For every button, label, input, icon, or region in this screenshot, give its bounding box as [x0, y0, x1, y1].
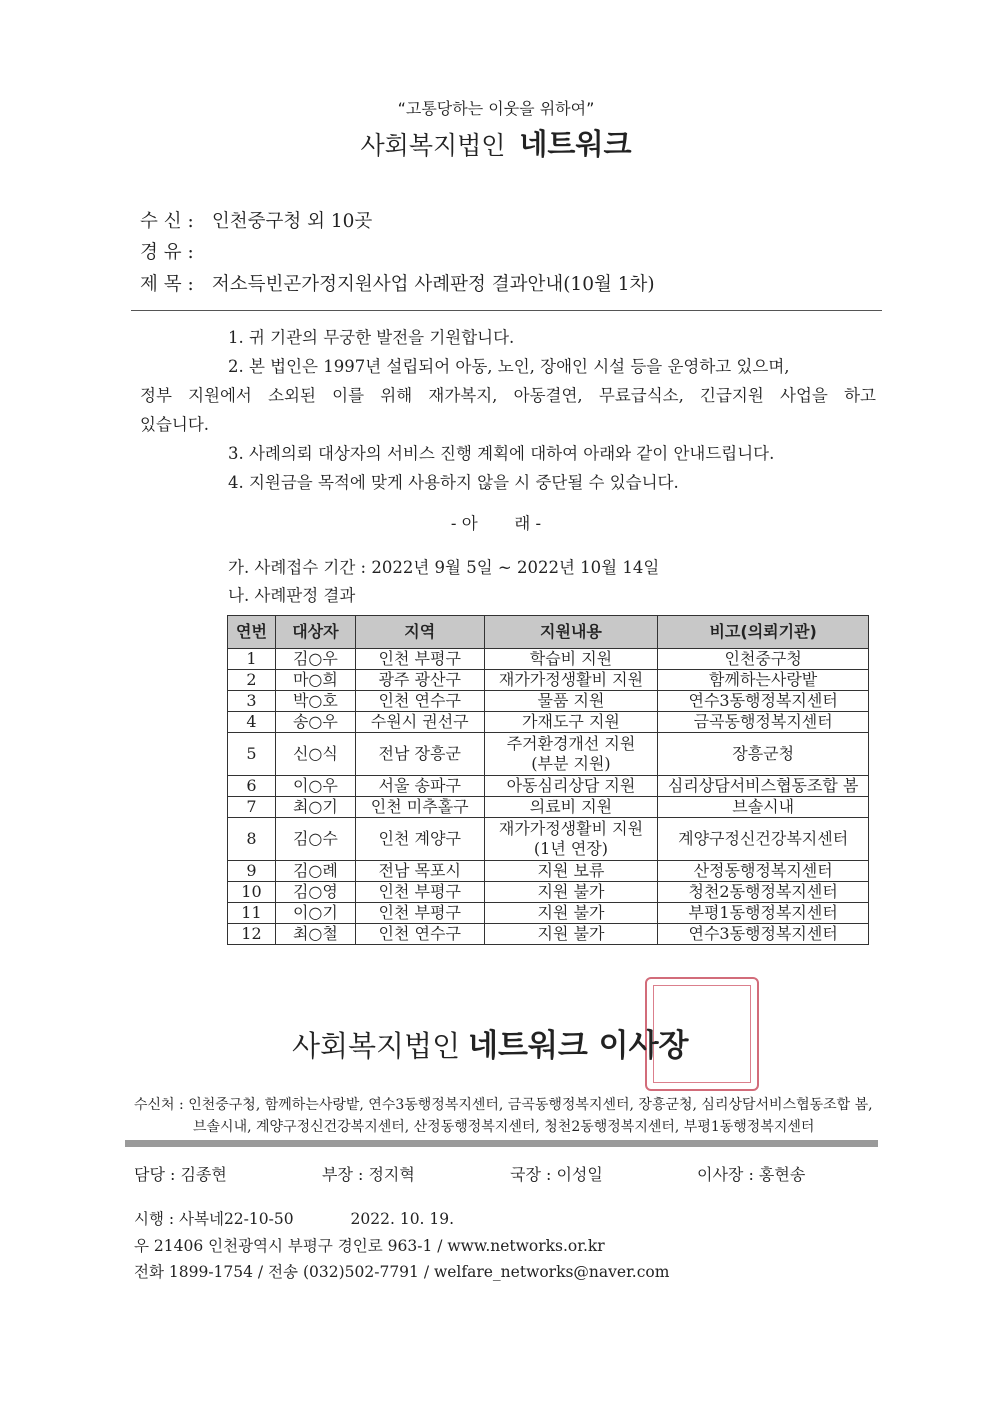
row-person: 이○우 [275, 776, 355, 797]
footer-doc-line [134, 1206, 454, 1233]
footer-doc-number: 시행 : 사복네22-10-50 [134, 1210, 294, 1228]
staff-director: 부장 : 정지혁 [322, 1165, 415, 1184]
row-support: 가재도구 지원 [484, 712, 658, 733]
row-note: 심리상담서비스협동조합 봄 [658, 776, 869, 797]
row-support: 지원 불가 [484, 903, 658, 924]
recipients-label: 수신처 : [134, 1097, 184, 1113]
result-title: 나. 사례판정 결과 [228, 586, 356, 605]
row-support: 아동심리상담 지원 [484, 776, 658, 797]
row-number: 6 [228, 776, 276, 797]
staff-manager: 담당 : 김종현 [134, 1165, 227, 1184]
org-name: 네트워크 [519, 127, 632, 161]
row-number: 9 [228, 861, 276, 882]
row-region: 인천 연수구 [355, 691, 484, 712]
row-note: 장흥군청 [658, 733, 869, 776]
org-prefix: 사회복지법인 [360, 131, 506, 160]
row-region: 수원시 권선구 [355, 712, 484, 733]
recipients-list-2: 브솔시내, 계양구정신건강복지센터, 산정동행정복지센터, 청천2동행정복지센터, 부평1동행정복지센터 [193, 1119, 815, 1135]
row-number: 3 [228, 691, 276, 712]
to-value: 인천중구청 외 10곳 [211, 211, 373, 232]
row-number: 11 [228, 903, 276, 924]
col-header-support: 지원내용 [484, 616, 658, 649]
col-header-no: 연번 [228, 616, 276, 649]
motto: “고통당하는 이웃을 위하여” [397, 99, 595, 118]
divider [131, 310, 882, 311]
paragraph-2-line-3: 있습니다. [140, 415, 210, 434]
paragraph-2-line-1: 2. 본 법인은 1997년 설립되어 아동, 노인, 장애인 시설 등을 운영하고 있으며, [228, 357, 790, 376]
subject-label: 제 목 : [140, 274, 194, 295]
row-region: 서울 송파구 [355, 776, 484, 797]
row-note: 금곡동행정복지센터 [658, 712, 869, 733]
table-body [228, 649, 869, 945]
staff-chairman: 이사장 : 홍현송 [697, 1165, 806, 1184]
row-person: 신○식 [275, 733, 355, 776]
to-label: 수 신 : [140, 211, 194, 232]
row-region: 광주 광산구 [355, 670, 484, 691]
row-support: 물품 지원 [484, 691, 658, 712]
row-number: 5 [228, 733, 276, 776]
row-person: 최○기 [275, 797, 355, 818]
row-region: 인천 계양구 [355, 818, 484, 861]
row-region: 인천 부평구 [355, 882, 484, 903]
row-number: 4 [228, 712, 276, 733]
org-title [0, 122, 992, 163]
table-row [228, 861, 869, 882]
row-region: 전남 목포시 [355, 861, 484, 882]
row-person: 김○우 [275, 649, 355, 670]
row-person: 이○기 [275, 903, 355, 924]
row-person: 김○영 [275, 882, 355, 903]
signature-prefix: 사회복지법인 [292, 1029, 461, 1063]
footer-date: 2022. 10. 19. [350, 1210, 455, 1228]
row-support: 지원 보류 [484, 861, 658, 882]
row-note: 계양구정신건강복지센터 [658, 818, 869, 861]
row-support: 지원 불가 [484, 924, 658, 945]
row-support: 재가가정생활비 지원 (1년 연장) [484, 818, 658, 861]
row-number: 8 [228, 818, 276, 861]
table-row [228, 649, 869, 670]
table-row [228, 797, 869, 818]
row-region: 인천 부평구 [355, 649, 484, 670]
subject-value: 저소득빈곤가정지원사업 사례판정 결과안내(10월 1차) [211, 274, 655, 295]
table-row [228, 670, 869, 691]
footer-contact: 전화 1899-1754 / 전송 (032)502-7791 / welfare_networks@naver.com [134, 1263, 670, 1281]
row-note: 인천중구청 [658, 649, 869, 670]
recipients-line-1 [134, 1093, 876, 1117]
row-region: 전남 장흥군 [355, 733, 484, 776]
table-row [228, 903, 869, 924]
period-line: 가. 사례접수 기간 : 2022년 9월 5일 ~ 2022년 10월 14일 [228, 558, 660, 577]
row-note: 브솔시내 [658, 797, 869, 818]
row-note: 함께하는사랑밭 [658, 670, 869, 691]
col-header-person: 대상자 [275, 616, 355, 649]
result-table [227, 615, 869, 945]
paragraph-2-line-2: 정부 지원에서 소외된 이를 위해 재가복지, 아동결연, 무료급식소, 긴급지원 사업을 하고 [140, 386, 876, 405]
row-person: 김○수 [275, 818, 355, 861]
table-row [228, 691, 869, 712]
table-header-row [228, 616, 869, 649]
table-row [228, 924, 869, 945]
row-region: 인천 미추홀구 [355, 797, 484, 818]
body-text [140, 323, 876, 497]
paragraph-4: 4. 지원금을 목적에 맞게 사용하지 않을 시 중단될 수 있습니다. [228, 473, 679, 492]
row-note: 연수3동행정복지센터 [658, 691, 869, 712]
footer-address: 우 21406 인천광역시 부평구 경인로 963-1 / www.networks.or.kr [134, 1237, 605, 1255]
row-person: 박○호 [275, 691, 355, 712]
row-region: 인천 부평구 [355, 903, 484, 924]
row-number: 2 [228, 670, 276, 691]
row-note: 부평1동행정복지센터 [658, 903, 869, 924]
row-number: 10 [228, 882, 276, 903]
via-label: 경 유 : [140, 242, 194, 263]
grey-divider [125, 1140, 878, 1147]
row-number: 12 [228, 924, 276, 945]
row-note: 연수3동행정복지센터 [658, 924, 869, 945]
row-person: 최○철 [275, 924, 355, 945]
row-note: 산정동행정복지센터 [658, 861, 869, 882]
row-support: 주거환경개선 지원 (부분 지원) [484, 733, 658, 776]
paragraph-3: 3. 사례의뢰 대상자의 서비스 진행 계획에 대하여 아래와 같이 안내드립니다. [228, 444, 775, 463]
row-note: 청천2동행정복지센터 [658, 882, 869, 903]
staff-bureau: 국장 : 이성일 [510, 1165, 603, 1184]
row-support: 학습비 지원 [484, 649, 658, 670]
recipients-list-1: 인천중구청, 함께하는사랑밭, 연수3동행정복지센터, 금곡동행정복지센터, 장흥군청, 심리상담서비스협동조합 봄, [188, 1097, 873, 1113]
table-row [228, 818, 869, 861]
col-header-note: 비고(의뢰기관) [658, 616, 869, 649]
table-row [228, 712, 869, 733]
col-header-region: 지역 [355, 616, 484, 649]
row-number: 1 [228, 649, 276, 670]
subject-row [140, 270, 655, 296]
signature-name: 네트워크 이사장 [468, 1028, 689, 1064]
table-row [228, 733, 869, 776]
via-row [140, 238, 206, 264]
table-row [228, 882, 869, 903]
row-person: 마○희 [275, 670, 355, 691]
below-heading: - 아 래 - [450, 514, 542, 533]
row-support: 의료비 지원 [484, 797, 658, 818]
row-number: 7 [228, 797, 276, 818]
row-support: 재가가정생활비 지원 [484, 670, 658, 691]
row-region: 인천 연수구 [355, 924, 484, 945]
to-row [140, 207, 372, 233]
row-support: 지원 불가 [484, 882, 658, 903]
row-person: 송○우 [275, 712, 355, 733]
table-row [228, 776, 869, 797]
paragraph-1: 1. 귀 기관의 무궁한 발전을 기원합니다. [228, 328, 515, 347]
signature-line [292, 1020, 689, 1065]
row-person: 김○례 [275, 861, 355, 882]
